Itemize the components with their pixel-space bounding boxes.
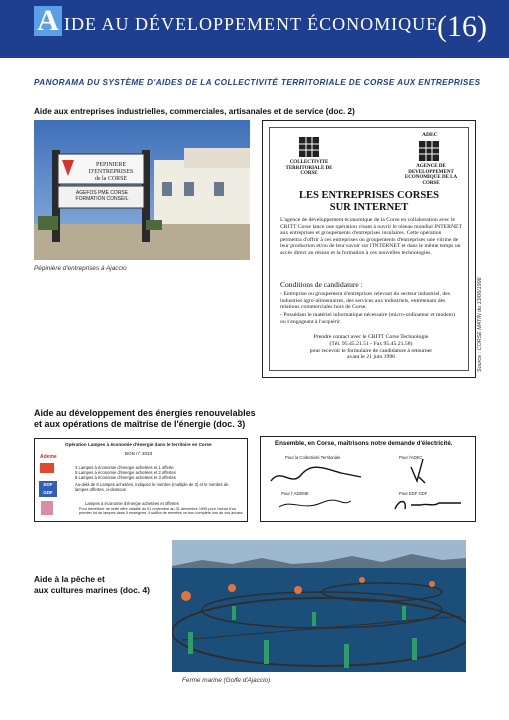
advert-contact xyxy=(280,334,462,361)
coupon-line5: Lampes à économie d'énergie achetées et offertes xyxy=(85,501,179,506)
signature-block xyxy=(260,436,476,522)
header-title: IDE AU DÉVELOPPEMENT ÉCONOMIQUE xyxy=(64,14,439,34)
sign-nursery-line1: PEPINIERE D'ENTREPRISES xyxy=(88,162,134,175)
sign-nursery-line2: de la CORSE xyxy=(94,176,128,182)
condition-2: - Possédant le matériel informatique nécessaire (micro-ordinateur et modem) ou s'engageant à l'acquérir. xyxy=(280,312,455,325)
contact-line1: Prendre contact avec le CRITT Corse Technologie xyxy=(313,334,429,340)
section1-label: Aide aux entreprises industrielles, commerciales, artisanales et de service (doc. 2) xyxy=(34,107,355,116)
advert-frame xyxy=(269,127,469,371)
source-note: Source : CORSE MATIN du 13/06/1996 xyxy=(477,277,483,372)
logo-left-caption: COLLECTIVITE TERRITORIALE DE CORSE xyxy=(285,160,333,177)
adec-logo-icon xyxy=(418,140,440,162)
header-initial: A xyxy=(34,6,62,36)
page-number: (16) xyxy=(437,10,487,43)
nursery-photo xyxy=(34,120,250,260)
ademe-logo-mark xyxy=(40,463,54,473)
fish-farm-caption: Ferme marine (Golfe d'Ajaccio) xyxy=(182,677,271,684)
signatory-collectivite: Pour la Collectivité Territoriale xyxy=(285,455,341,460)
page-subtitle: PANORAMA DU SYSTÈME D'AIDES DE LA COLLECTIVITÉ TERRITORIALE DE CORSE AUX ENTREPRISES xyxy=(34,78,481,87)
section2-label-line2: et aux opérations de maîtrise de l'énergie (doc. 3) xyxy=(34,419,246,429)
nursery-caption: Pépinière d'entreprises à Ajaccio xyxy=(34,265,127,272)
edf-label: EDF xyxy=(43,482,53,487)
handwritten-signatures xyxy=(261,437,477,523)
sign-agefos-line2: FORMATION CONSEIL xyxy=(75,196,129,202)
logo-right-caption: AGENCE DE DEVELOPPEMENT ECONOMIQUE DE LA CORSE xyxy=(404,164,458,186)
coupon-number: BON n° 3033 xyxy=(125,451,153,456)
section3-label xyxy=(34,574,150,596)
coupon-line3: 8 Lampes à économie d'énergie achetées et 3 offertes xyxy=(75,475,176,480)
signatory-adec: Pour l'ADEC xyxy=(399,455,423,460)
coupon-line2: 5 Lampes à économie d'énergie achetées et 2 offertes xyxy=(75,470,176,475)
collectivite-logo-icon xyxy=(298,136,320,158)
signatory-ademe: Pour l' ADEME xyxy=(281,491,309,496)
energy-coupon xyxy=(34,438,248,522)
advert-title-line2: SUR INTERNET xyxy=(329,202,409,213)
corse-logo-icon xyxy=(41,501,53,515)
coupon-title: Opération Lampes à économie d'énergie dans le territoire en Corse xyxy=(65,442,212,447)
signature-title: Ensemble, en Corse, maîtrisons notre demande d'électricité. xyxy=(275,440,453,447)
adec-label: ADEC xyxy=(422,132,438,138)
contact-line4: avant le 21 juin 1996 xyxy=(346,354,396,361)
gdf-label: GDF xyxy=(43,490,53,495)
fish-farm-photo xyxy=(172,540,466,672)
internet-advert xyxy=(262,120,476,378)
contact-line3: pour recevoir le formulaire de candidature à retourner xyxy=(309,347,433,354)
ademe-logo: Ademe xyxy=(40,454,57,460)
advert-title-line1: LES ENTREPRISES CORSES xyxy=(298,190,440,201)
conditions-heading: Conditions de candidature : xyxy=(280,280,363,289)
section2-label xyxy=(34,408,256,430)
sign-agefos-line1: AGEFOS PME CORSE xyxy=(75,190,129,196)
contact-line2: (Tél. 95.45.21.51 - Fax 95.45.21.58) xyxy=(329,340,413,347)
condition-1: - Entreprise ou groupement d'entreprises relevant du secteur industriel, des industries agro-alimentaires, des services aux industriels, entretenant des relations commerciales hors de Corse. xyxy=(280,291,451,311)
section3-label-line1: Aide à la pêche et xyxy=(34,574,105,584)
coupon-line1: 3 Lampes à économie d'énergie achetées et 1 offerte xyxy=(75,465,174,470)
coupon-footer: Pour bénéficier de cette offre valable du 01 novembre au 31 décembre 1995 pour l'achat d'un premier lot de lampes dans 5 enseignes, il suffira de remettre ce bon complété lors de vos achats. xyxy=(79,507,244,516)
edf-gdf-logo xyxy=(39,481,57,497)
signatory-edf-gdf: Pour EDF GDF xyxy=(399,491,428,496)
section2-label-line1: Aide au développement des énergies renouvelables xyxy=(34,408,256,418)
fish-farm-image xyxy=(172,540,466,672)
advert-body: L'agence de développement économique de la Corse en collaboration avec le CRITT Corse lance une opération visant à ouvrir le réseau mondial INTERNET aux entreprises et groupements d'entreprises insulaires. Cette opération permettra d'offrir à ces entreprises ou groupements d'entreprises une vitrine de leur production et/ou de leur savoir sur l'INTERNET et dans le même temps un accès direct au réseau et la formation à ces nouvelles technologies. xyxy=(280,217,462,256)
section3-label-line2: aux cultures marines (doc. 4) xyxy=(34,585,150,595)
coupon-line4: Au-delà de 8 Lampes achetées, indiquez le nombre (multiple de 3) et le nombre de lampes offertes, ci-dessous xyxy=(75,482,229,492)
page-header xyxy=(0,0,509,58)
